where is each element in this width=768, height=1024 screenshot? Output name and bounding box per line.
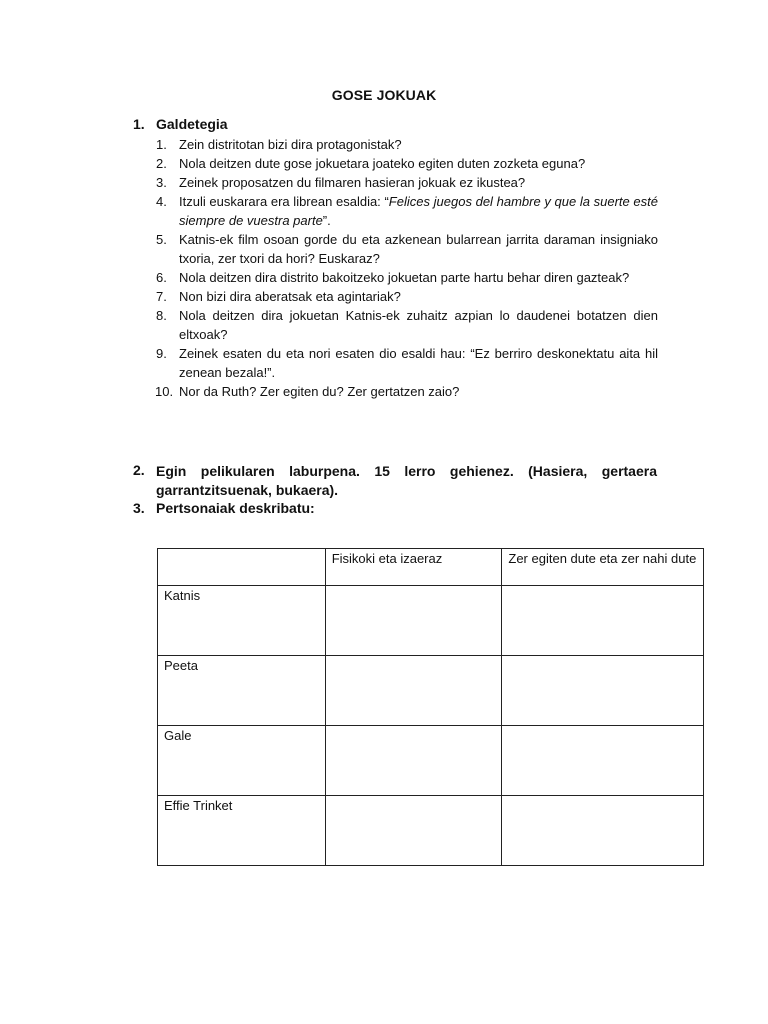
question-number: 2. bbox=[156, 156, 167, 171]
question-text: Nola deitzen dute gose jokuetara joateko egiten duten zozketa eguna? bbox=[179, 156, 586, 171]
question-text: Zeinek esaten du eta nori esaten dio esaldi hau: “Ez berriro deskonektatu aita hil zenean bezala!”. bbox=[179, 346, 658, 380]
section-number: 1. bbox=[133, 116, 145, 132]
table-row bbox=[158, 796, 704, 866]
question-item bbox=[156, 192, 658, 230]
character-name-cell: Gale bbox=[158, 726, 326, 796]
question-text: Nola deitzen dira distrito bakoitzeko jokuetan parte hartu behar diren gazteak? bbox=[179, 270, 630, 285]
question-number: 9. bbox=[156, 346, 167, 361]
actions-answer-cell[interactable] bbox=[502, 726, 704, 796]
characters-table bbox=[157, 548, 704, 866]
table-row bbox=[158, 656, 704, 726]
character-name-cell: Peeta bbox=[158, 656, 326, 726]
question-item bbox=[156, 135, 658, 154]
question-item bbox=[156, 154, 658, 173]
question-number: 6. bbox=[156, 270, 167, 285]
question-item bbox=[156, 287, 658, 306]
header-cell-empty bbox=[158, 549, 326, 586]
question-text-pre: Itzuli euskarara era librean esaldia: “ bbox=[179, 194, 389, 209]
question-number: 3. bbox=[156, 175, 167, 190]
question-item bbox=[156, 382, 658, 401]
question-item bbox=[156, 306, 658, 344]
question-item bbox=[156, 344, 658, 382]
question-number: 5. bbox=[156, 232, 167, 247]
physical-answer-cell[interactable] bbox=[325, 796, 502, 866]
question-quote: Felices juegos del hambre y que la suerte esté siempre de vuestra parte bbox=[179, 194, 658, 228]
question-number: 4. bbox=[156, 194, 167, 209]
question-item bbox=[156, 230, 658, 268]
section-1-heading bbox=[133, 116, 659, 132]
question-text: Nola deitzen dira jokuetan Katnis-ek zuhaitz azpian lo daudenei botatzen dien eltxoak? bbox=[179, 308, 658, 342]
section-number: 2. bbox=[133, 462, 145, 478]
question-text: Nor da Ruth? Zer egiten du? Zer gertatzen zaio? bbox=[179, 384, 460, 399]
section-3-heading bbox=[133, 500, 659, 516]
question-text: Non bizi dira aberatsak eta agintariak? bbox=[179, 289, 401, 304]
question-text: Zeinek proposatzen du filmaren hasieran jokuak ez ikustea? bbox=[179, 175, 526, 190]
question-number: 8. bbox=[156, 308, 167, 323]
question-number: 10. bbox=[155, 384, 174, 399]
physical-answer-cell[interactable] bbox=[325, 586, 502, 656]
section-label: Galdetegia bbox=[156, 116, 228, 132]
table-row bbox=[158, 586, 704, 656]
question-item bbox=[156, 173, 658, 192]
section-number: 3. bbox=[133, 500, 145, 516]
question-text: Katnis-ek film osoan gorde du eta azkenean bularrean jarrita daraman insigniako txoria, zer txori da hori? Euskaraz? bbox=[179, 232, 658, 266]
header-cell-actions: Zer egiten dute eta zer nahi dute bbox=[502, 549, 704, 586]
physical-answer-cell[interactable] bbox=[325, 726, 502, 796]
section-label: Egin pelikularen laburpena. 15 lerro gehienez. (Hasiera, gertaera garrantzitsuenak, bukaera). bbox=[156, 463, 657, 498]
table-row bbox=[158, 726, 704, 796]
document-title: GOSE JOKUAK bbox=[331, 87, 437, 103]
question-list bbox=[156, 135, 658, 401]
header-cell-physical: Fisikoki eta izaeraz bbox=[325, 549, 502, 586]
character-name-cell: Katnis bbox=[158, 586, 326, 656]
question-text: Zein distritotan bizi dira protagonistak? bbox=[179, 137, 402, 152]
physical-answer-cell[interactable] bbox=[325, 656, 502, 726]
question-text-post: ”. bbox=[322, 213, 331, 228]
question-item bbox=[156, 268, 658, 287]
table-header-row bbox=[158, 549, 704, 586]
actions-answer-cell[interactable] bbox=[502, 586, 704, 656]
actions-answer-cell[interactable] bbox=[502, 796, 704, 866]
section-label: Pertsonaiak deskribatu: bbox=[156, 500, 315, 516]
actions-answer-cell[interactable] bbox=[502, 656, 704, 726]
character-name-cell: Effie Trinket bbox=[158, 796, 326, 866]
question-number: 1. bbox=[156, 137, 167, 152]
question-number: 7. bbox=[156, 289, 167, 304]
section-2-heading bbox=[133, 462, 659, 500]
